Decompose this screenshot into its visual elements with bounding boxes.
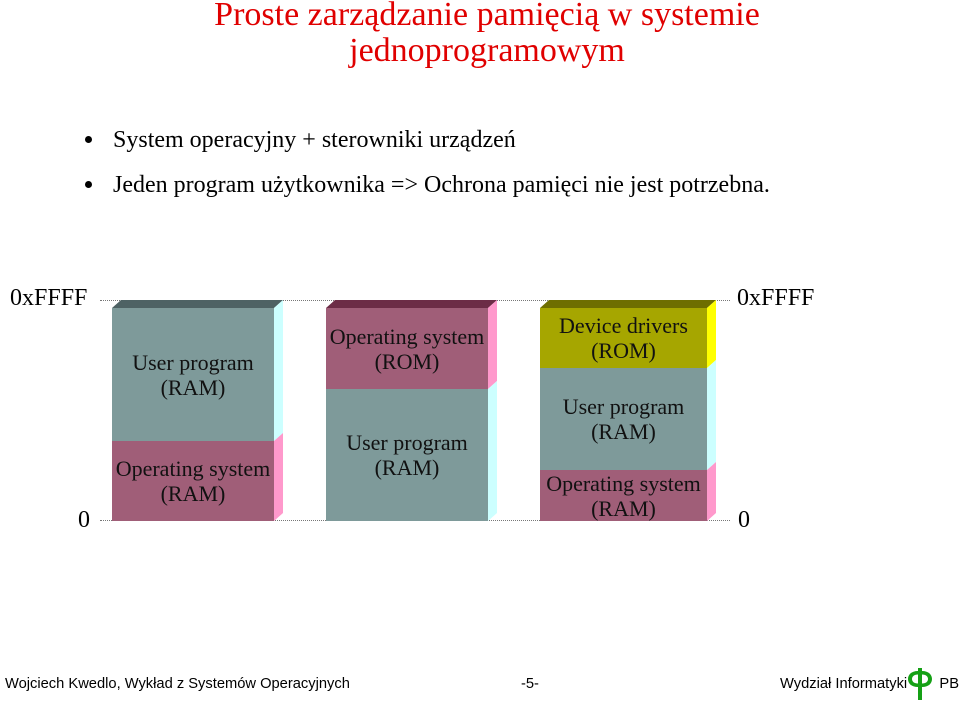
bullet-text-1: System operacyjny + sterowniki urządzeń (113, 127, 516, 153)
segment-label-line-1: User program (562, 394, 685, 419)
segment-label-line-2: (RAM) (591, 495, 656, 521)
segment-side-face (707, 300, 716, 368)
segment-side-face (274, 433, 283, 521)
segment-label-line-2: (RAM) (160, 481, 226, 506)
slide-title-line-1: Proste zarządzanie pamięcią w systemie (214, 0, 760, 33)
segment-label-line-1: User program (132, 349, 254, 375)
segment-side-face (707, 360, 716, 470)
segment-label-line-1: User program (346, 430, 468, 455)
segment-side-face (488, 300, 497, 389)
segment-label-line-2: (ROM) (591, 338, 656, 363)
bullet-text-2: Jeden program użytkownika => Ochrona pamięci nie jest potrzebna. (113, 172, 770, 198)
footer-university-abbr: PB (939, 676, 959, 692)
memory-block-top-face (112, 300, 283, 308)
segment-label-line-2: (RAM) (374, 455, 440, 480)
memory-block-top-face (540, 300, 716, 308)
address-label-right-bottom: 0 (738, 507, 750, 533)
segment-label-line-2: (RAM) (591, 419, 656, 444)
segment-label-line-1: Device drivers (559, 313, 688, 338)
slide-title (14, 0, 960, 69)
pb-phi-logo-icon (907, 667, 933, 700)
segment-operating-system (326, 308, 488, 389)
bullet-icon (85, 136, 92, 143)
segment-user-program (326, 389, 488, 521)
segment-operating-system (540, 470, 707, 521)
segment-device-drivers (540, 308, 707, 368)
segment-user-program (112, 308, 274, 441)
segment-side-face (274, 300, 283, 441)
segment-label-line-1: Operating system (115, 456, 271, 481)
address-label-left-top: 0xFFFF (10, 285, 88, 311)
memory-block-top-face (326, 300, 497, 308)
address-label-right-top: 0xFFFF (737, 285, 815, 311)
segment-label-line-1: Operating system (546, 470, 701, 496)
segment-operating-system (112, 441, 274, 521)
bullet-icon (85, 181, 92, 188)
memory-layout-1 (112, 300, 283, 521)
slide-title-line-2: jednoprogramowym (349, 32, 625, 69)
memory-layout-3 (540, 300, 716, 521)
segment-side-face (488, 381, 497, 521)
segment-label-line-2: (RAM) (160, 374, 226, 400)
footer-faculty: Wydział Informatyki (780, 676, 908, 692)
segment-label-line-1: Operating system (329, 323, 485, 349)
segment-label-line-2: (ROM) (374, 348, 440, 374)
memory-layout-2 (326, 300, 497, 521)
address-label-left-bottom: 0 (78, 507, 90, 533)
footer-page-number: -5- (521, 676, 539, 692)
segment-side-face (707, 462, 716, 521)
footer-author-course: Wojciech Kwedlo, Wykład z Systemów Operacyjnych (5, 676, 350, 692)
segment-user-program (540, 368, 707, 470)
